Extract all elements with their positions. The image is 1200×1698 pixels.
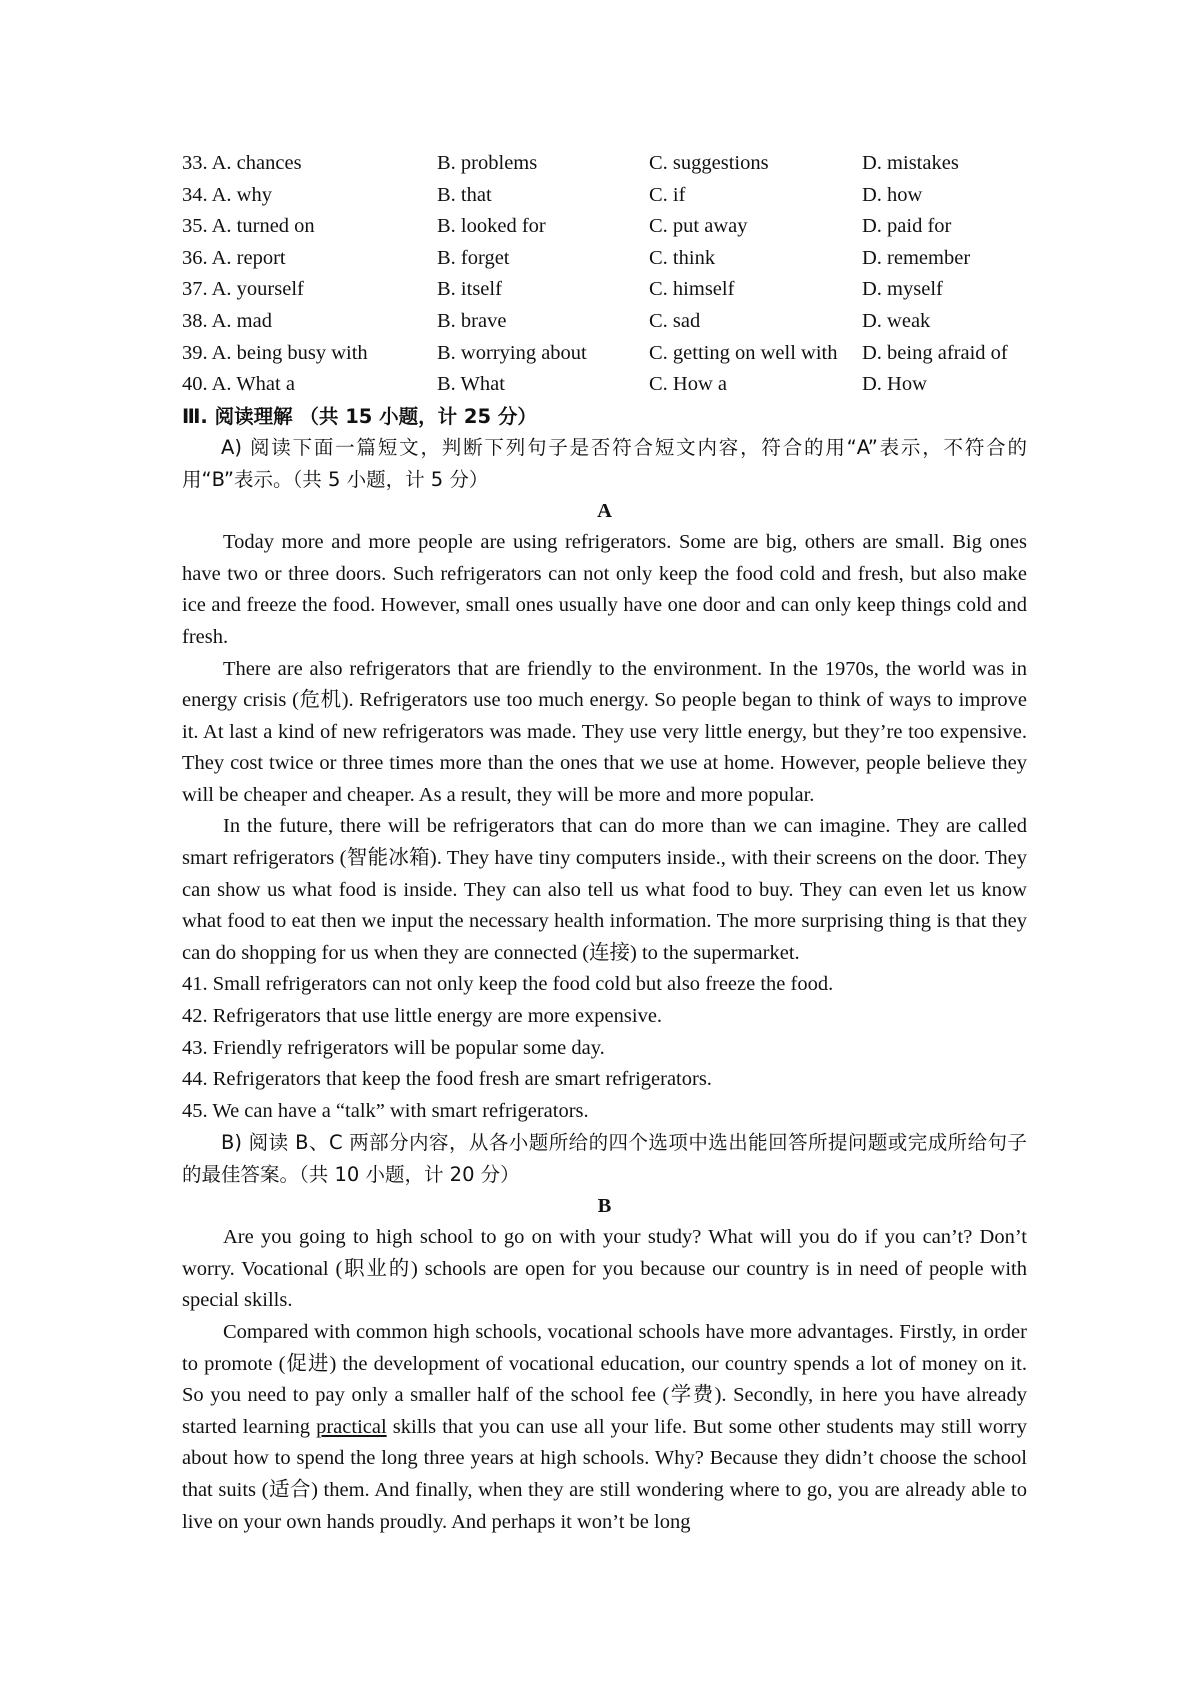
statement-list [182, 969, 1027, 1127]
option-a: A. why [211, 183, 272, 206]
option-d: D. paid for [862, 215, 952, 238]
option-row [182, 369, 1027, 401]
option-b: B. What [437, 373, 505, 396]
passage-a-title: A [597, 499, 612, 522]
option-b: B. that [437, 183, 492, 206]
option-d: D. myself [862, 278, 943, 301]
option-c: C. put away [649, 215, 748, 238]
passage-a-paragraph: There are also refrigerators that are friendly to the environment. In the 1970s, the world was in energy crisis (危机). Refrigerators use too much energy. So people began to think of ways to improve it. At last a kind of new refrigerators was made. They use very little energy, but they’re too expensive. They cost twice or three times more than the ones that we use at home. However, people believe they will be cheaper and cheaper. As a result, they will be more and more popular. [182, 657, 1027, 806]
question-number: 36. [182, 246, 208, 269]
option-a: A. What a [211, 373, 295, 396]
question-number: 34. [182, 183, 208, 206]
option-b: B. itself [437, 278, 502, 301]
passage-a-paragraph: Today more and more people are using refrigerators. Some are big, others are small. Big ones have two or three doors. Such refrigerators can not only keep the food cold and fresh, but also make ice and freeze the food. However, small ones usually have one door and can only keep things cold and fresh. [182, 531, 1027, 648]
option-d: D. remember [862, 246, 971, 269]
passage-b-paragraph: Are you going to high school to go on with your study? What will you do if you can’t? Don’t worry. Vocational (职业的) schools are open for you because our country is in need of people with special skills. [182, 1226, 1027, 1312]
option-b: B. brave [437, 309, 507, 332]
option-c: C. think [649, 246, 716, 269]
option-a: A. turned on [211, 215, 315, 238]
passage-b-title: B [597, 1194, 612, 1217]
paragraph-text: skills that you can use all your life. But some other students may still worry about how to spend the long three years at high schools. Why? Because they didn’t choose the school that suits (适合) them. And finally, when they are still wondering where to go, you are already able to live on your own hands proudly. And perhaps it won’t be long [182, 1415, 1027, 1533]
option-d: D. How [862, 373, 927, 396]
option-d: D. weak [862, 309, 931, 332]
option-d: D. mistakes [862, 152, 959, 174]
passage-a-paragraph: In the future, there will be refrigerators that can do more than we can imagine. They are called smart refrigerators (智能冰箱). They have tiny computers inside., with their screens on the door. They can show us what food is inside. They can also tell us what food to buy. They can even let us know what food to eat then we input the necessary health information. The more surprising thing is that they can do shopping for us when they are connected (连接) to the supermarket. [182, 815, 1027, 964]
option-a: A. report [211, 246, 286, 269]
question-number: 33. [182, 152, 208, 174]
option-b: B. looked for [437, 215, 546, 238]
question-number: 40. [182, 373, 208, 396]
option-a: A. yourself [211, 278, 304, 301]
option-c: C. if [649, 183, 686, 206]
options-table [182, 148, 1027, 401]
instruction-a: A) 阅读下面一篇短文，判断下列句子是否符合短文内容，符合的用“A”表示，不符合的用“B”表示。（共 5 小题，计 5 分） [182, 436, 1027, 491]
option-row [182, 274, 1027, 306]
statement-item: 42. Refrigerators that use little energy are more expensive. [182, 1005, 663, 1028]
question-number: 38. [182, 309, 208, 332]
question-number: 37. [182, 278, 208, 301]
option-d: D. how [862, 183, 923, 206]
option-row [182, 211, 1027, 243]
option-c: C. How a [649, 373, 728, 396]
option-b: B. forget [437, 246, 510, 269]
statement-item: 43. Friendly refrigerators will be popular some day. [182, 1036, 605, 1059]
option-row [182, 306, 1027, 338]
instruction-b: B) 阅读 B、C 两部分内容，从各小题所给的四个选项中选出能回答所提问题或完成所给句子的最佳答案。（共 10 小题，计 20 分） [182, 1131, 1027, 1186]
option-a: A. chances [211, 152, 302, 174]
passage-b-paragraph [182, 1317, 1027, 1538]
option-row [182, 338, 1027, 370]
paragraph-text: Compared with common high schools, vocational schools have more advantages. Firstly, in order to promote (促进) the development of vocational education, our country spends a lot of money on it. So you need to pay only a smaller half of the school fee (学费). Secondly, in here you have already started learning [182, 1320, 1027, 1438]
option-c: C. himself [649, 278, 735, 301]
option-c: C. suggestions [649, 152, 769, 174]
question-number: 35. [182, 215, 208, 238]
option-a: A. mad [211, 309, 272, 332]
option-c: C. sad [649, 309, 701, 332]
option-b: B. problems [437, 152, 538, 174]
option-a: A. being busy with [211, 341, 368, 364]
option-b: B. worrying about [437, 341, 587, 364]
statement-item: 44. Refrigerators that keep the food fresh are smart refrigerators. [182, 1068, 712, 1091]
underlined-word: practical [316, 1415, 387, 1438]
question-number: 39. [182, 341, 208, 364]
section-title: Ⅲ. 阅读理解 （共 15 小题，计 25 分） [182, 404, 537, 428]
option-d: D. being afraid of [862, 341, 1008, 364]
option-row [182, 180, 1027, 212]
statement-item: 41. Small refrigerators can not only keep the food cold but also freeze the food. [182, 973, 834, 996]
option-c: C. getting on well with [649, 341, 838, 364]
statement-item: 45. We can have a “talk” with smart refrigerators. [182, 1099, 589, 1122]
exam-page [182, 148, 1027, 1538]
option-row [182, 243, 1027, 275]
option-row [182, 148, 1027, 180]
